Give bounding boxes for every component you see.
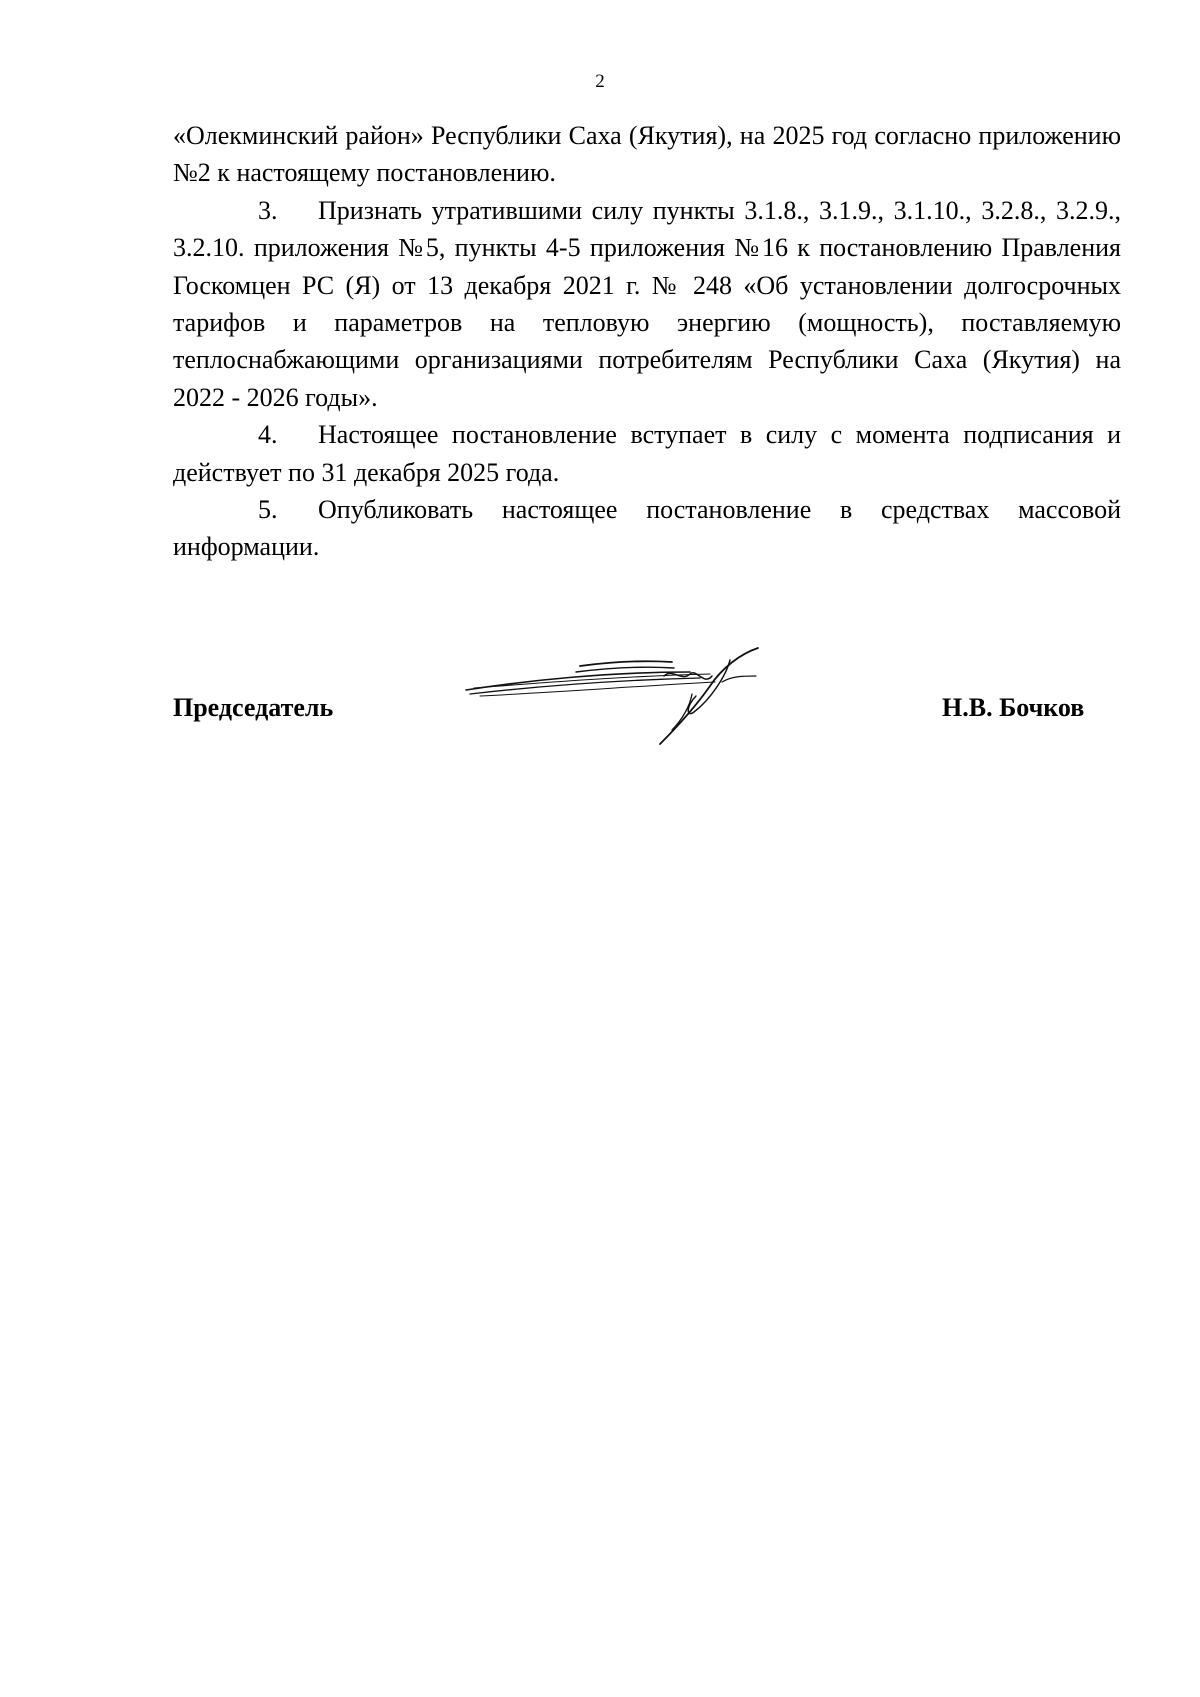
signatory-title: Председатель — [173, 693, 334, 722]
list-item-4 — [173, 416, 1121, 491]
list-item-5 — [173, 491, 1121, 566]
intro-paragraph: «Олекминский район» Республики Саха (Якутия), на 2025 год согласно приложению №2 к настоящему постановлению. — [173, 121, 1121, 188]
item-text: Признать утратившими силу пункты 3.1.8., 3.1.9., 3.1.10., 3.2.8., 3.2.9., 3.2.10. приложения №5, пункты 4-5 приложения №16 к постановлению Правления Госкомцен РС (Я) от 13 декабря 2021 г. № 248 «Об установлении долгосрочных тарифов и параметров на тепловую энергию (мощность), поставляемую теплоснабжающими организациями потребителям Республики Саха (Якутия) на 2022 - 2026 годы». — [173, 195, 1121, 412]
list-item-3 — [173, 192, 1121, 416]
item-number: 3. — [258, 195, 278, 225]
item-number: 5. — [258, 495, 278, 525]
document-body — [173, 117, 1121, 566]
item-text: Настоящее постановление вступает в силу с момента подписания и действует по 31 декабря 2025 года. — [173, 420, 1121, 487]
handwritten-signature — [460, 646, 780, 750]
item-text: Опубликовать настоящее постановление в средствах массовой информации. — [173, 495, 1121, 562]
page-number: 2 — [595, 71, 605, 92]
item-number: 4. — [258, 420, 278, 450]
signatory-name: Н.В. Бочков — [942, 693, 1085, 722]
